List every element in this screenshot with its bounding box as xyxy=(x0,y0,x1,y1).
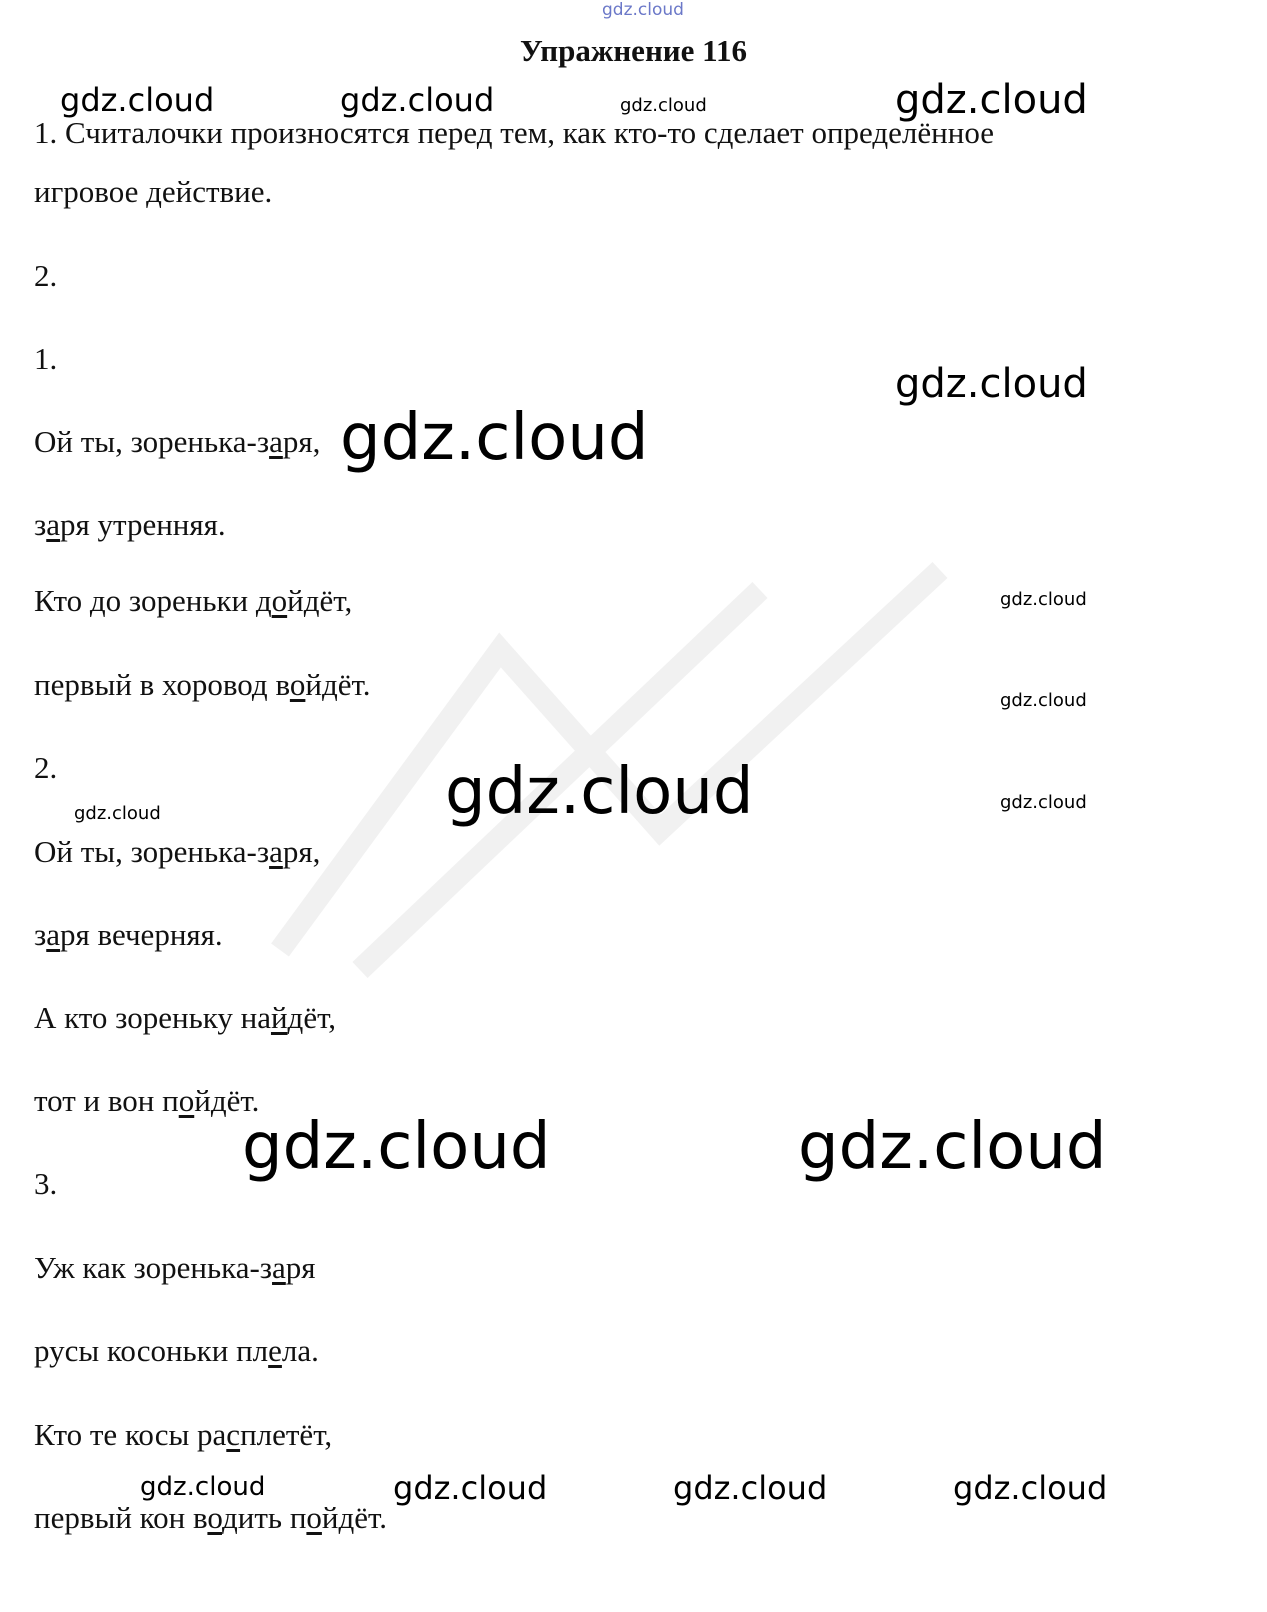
verse-2-line-3: А кто зореньку найдёт, xyxy=(34,1000,337,1035)
watermark-label: gdz.cloud xyxy=(340,81,495,119)
verse-1-line-2: заря утренняя. xyxy=(34,507,226,542)
verse-3-line-1: Уж как зоренька-заря xyxy=(34,1250,316,1285)
verse-1-number: 1. xyxy=(34,341,58,376)
verse-3-number: 3. xyxy=(34,1166,58,1201)
underlined-letter: о xyxy=(271,583,288,618)
watermark-label: gdz.cloud xyxy=(74,803,161,824)
underlined-letter: а xyxy=(46,507,61,542)
watermark-label: gdz.cloud xyxy=(1000,589,1087,610)
watermark-label: gdz.cloud xyxy=(60,81,215,119)
watermark-label: gdz.cloud xyxy=(673,1469,828,1507)
verse-1-line-4: первый в хоровод войдёт. xyxy=(34,667,371,702)
underlined-letter: а xyxy=(46,917,61,952)
underlined-letter: о xyxy=(207,1500,223,1535)
verse-3-line-3: Кто те косы расплетёт, xyxy=(34,1417,333,1452)
watermark-label: gdz.cloud xyxy=(393,1469,548,1507)
underlined-letter: о xyxy=(178,1083,195,1118)
watermark-label: gdz.cloud xyxy=(1000,792,1087,813)
underlined-letter: д xyxy=(251,667,268,702)
verse-3-line-4: первый кон водить пойдёт. xyxy=(34,1500,387,1535)
watermark-label: gdz.cloud xyxy=(895,77,1088,123)
watermark-label: gdz.cloud xyxy=(620,95,707,116)
underlined-letter: е xyxy=(268,1333,282,1368)
verse-2-line-1: Ой ты, зоренька-заря, xyxy=(34,834,321,869)
verse-3-line-2: русы косоньки плела. xyxy=(34,1333,319,1368)
underlined-letter: а xyxy=(269,834,283,869)
intro-line-1: 1. Считалочки произносятся перед тем, как кто-то сделает определённое xyxy=(34,115,994,150)
underlined-letter: с xyxy=(226,1417,241,1452)
underlined-letter: о xyxy=(306,1500,322,1535)
underlined-letter: а xyxy=(269,424,283,459)
watermark-label: gdz.cloud xyxy=(340,401,649,475)
intro-line-2: игровое действие. xyxy=(34,174,273,209)
watermark-label: gdz.cloud xyxy=(242,1110,551,1184)
underlined-letter: й xyxy=(270,1000,288,1035)
verse-2-number: 2. xyxy=(34,750,58,785)
section-2-label: 2. xyxy=(34,258,58,293)
top-watermark: gdz.cloud xyxy=(602,0,684,20)
watermark-label: gdz.cloud xyxy=(953,1469,1108,1507)
verse-2-line-2: заря вечерняя. xyxy=(34,917,223,952)
page-title: Упражнение 116 xyxy=(520,33,747,68)
underlined-letter: о xyxy=(289,667,306,702)
verse-1-line-3: Кто до зореньки дойдёт, xyxy=(34,583,353,618)
watermark-label: gdz.cloud xyxy=(140,1472,266,1502)
watermark-label: gdz.cloud xyxy=(1000,690,1087,711)
verse-2-line-4: тот и вон пойдёт. xyxy=(34,1083,260,1118)
verse-1-line-1: Ой ты, зоренька-заря, xyxy=(34,424,321,459)
watermark-label: gdz.cloud xyxy=(798,1110,1107,1184)
underlined-letter: а xyxy=(272,1250,286,1285)
watermark-label: gdz.cloud xyxy=(895,361,1088,407)
watermark-label: gdz.cloud xyxy=(445,755,754,829)
